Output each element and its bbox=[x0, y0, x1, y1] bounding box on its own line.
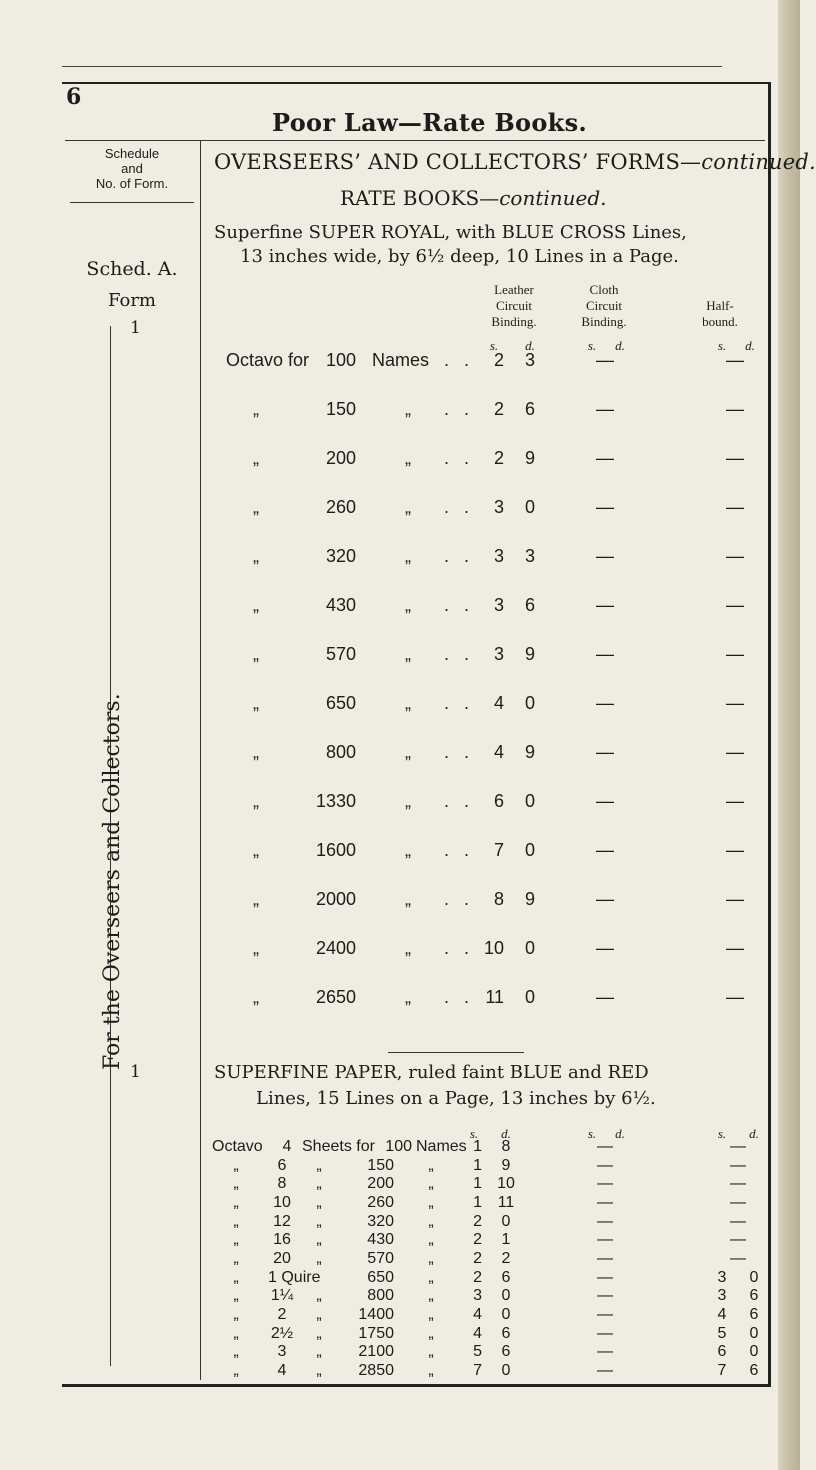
names-count: 150 bbox=[367, 1156, 394, 1174]
half-bound-pence: — bbox=[730, 1194, 746, 1211]
half-bound-pence: 6 bbox=[749, 1287, 759, 1305]
section2-subtitle: Lines, 15 Lines on a Page, 13 inches by 6½. bbox=[256, 1088, 656, 1109]
paper-pence: 11 bbox=[497, 1194, 515, 1211]
leader-dots: . bbox=[464, 791, 470, 811]
half-bound-pence: 0 bbox=[749, 1324, 759, 1342]
cloth-price: — bbox=[597, 1194, 613, 1211]
row-lead: „ bbox=[253, 742, 259, 762]
leather-pence: 6 bbox=[524, 595, 535, 615]
section1-title: Superfine SUPER ROYAL, with BLUE CROSS Lines, bbox=[214, 222, 687, 243]
column-header-line: Circuit bbox=[585, 298, 623, 313]
unit-pence: d. bbox=[745, 338, 755, 353]
cloth-price: — bbox=[596, 742, 614, 762]
names-unit: „ bbox=[428, 1212, 434, 1230]
leather-pence: 9 bbox=[524, 742, 535, 762]
leather-pence: 6 bbox=[524, 399, 535, 419]
leader-dots: . bbox=[444, 742, 450, 762]
leather-shillings: 4 bbox=[493, 742, 504, 762]
leader-dots: . bbox=[444, 791, 450, 811]
leather-shillings: 4 bbox=[493, 693, 504, 713]
cloth-price: — bbox=[596, 840, 614, 860]
schedule-header-line: Schedule bbox=[104, 146, 160, 161]
form-number: 1 bbox=[130, 318, 141, 338]
names-unit: „ bbox=[428, 1156, 434, 1174]
paper-shillings: 2 bbox=[473, 1268, 482, 1286]
schedule-column-header bbox=[66, 146, 198, 191]
unit-shillings: s. bbox=[489, 338, 499, 353]
row-lead: „ bbox=[253, 399, 259, 419]
sheets-unit: „ bbox=[316, 1287, 322, 1305]
leather-pence: 0 bbox=[524, 791, 535, 811]
half-bound-price: — bbox=[726, 350, 744, 370]
leather-shillings: 3 bbox=[493, 644, 504, 664]
column-header-line: Cloth bbox=[589, 282, 619, 297]
leader-dots: . bbox=[444, 938, 450, 958]
page-number: 6 bbox=[66, 84, 82, 110]
sheets-count: 16 bbox=[273, 1231, 291, 1249]
row-lead: „ bbox=[233, 1194, 239, 1211]
sheets-count: 1 Quire bbox=[268, 1268, 321, 1286]
names-count: 320 bbox=[325, 546, 356, 566]
column-header-line: Half- bbox=[706, 298, 734, 313]
half-bound-shillings: 5 bbox=[717, 1324, 727, 1342]
names-unit: „ bbox=[405, 644, 411, 664]
names-unit: „ bbox=[405, 938, 411, 958]
section-heading: OVERSEERS’ AND COLLECTORS’ FORMS—continued. bbox=[214, 150, 816, 174]
sheets-count: 4 bbox=[277, 1362, 287, 1379]
names-count: 1330 bbox=[315, 791, 356, 811]
paper-pence: 6 bbox=[501, 1343, 511, 1361]
row-lead: „ bbox=[253, 448, 259, 468]
paper-pence: 0 bbox=[501, 1287, 511, 1305]
half-bound-shillings: 4 bbox=[717, 1306, 727, 1323]
row-lead: „ bbox=[233, 1212, 239, 1230]
names-unit: „ bbox=[405, 840, 411, 860]
paper-shillings: 1 bbox=[473, 1138, 482, 1155]
leather-shillings: 2 bbox=[493, 448, 504, 468]
sheets-count: 4 bbox=[282, 1138, 292, 1155]
names-count: 800 bbox=[367, 1287, 394, 1305]
row-lead: „ bbox=[253, 497, 259, 517]
sheets-unit: „ bbox=[316, 1250, 322, 1267]
leather-pence: 3 bbox=[524, 546, 535, 566]
names-unit: „ bbox=[405, 497, 411, 517]
row-lead: Octavo bbox=[212, 1138, 263, 1155]
leather-shillings: 3 bbox=[493, 497, 504, 517]
half-bound-price: — bbox=[726, 693, 744, 713]
vertical-side-text: For the Overseers and Collectors. bbox=[100, 693, 125, 1070]
half-bound-price: — bbox=[726, 840, 744, 860]
names-count: 260 bbox=[325, 497, 356, 517]
column-separator bbox=[200, 140, 201, 1380]
names-count: 260 bbox=[367, 1194, 394, 1211]
names-count: 570 bbox=[325, 644, 356, 664]
cloth-price: — bbox=[596, 889, 614, 909]
leader-dots: . bbox=[464, 987, 470, 1007]
half-bound-price: — bbox=[726, 497, 744, 517]
leather-shillings: 2 bbox=[493, 350, 504, 370]
names-count: 2100 bbox=[358, 1343, 394, 1361]
names-unit: „ bbox=[405, 448, 411, 468]
cloth-price: — bbox=[597, 1362, 613, 1379]
leader-dots: . bbox=[444, 987, 450, 1007]
names-unit: „ bbox=[405, 889, 411, 909]
leather-shillings: 11 bbox=[485, 987, 504, 1007]
names-unit: „ bbox=[428, 1231, 434, 1249]
names-unit: „ bbox=[405, 693, 411, 713]
row-lead: „ bbox=[233, 1231, 239, 1249]
leader-dots: . bbox=[444, 350, 450, 370]
sheets-unit: „ bbox=[316, 1306, 322, 1323]
names-unit: „ bbox=[428, 1306, 434, 1323]
leather-shillings: 2 bbox=[493, 399, 504, 419]
schedule-header-line: and bbox=[121, 161, 143, 176]
row-lead: „ bbox=[233, 1306, 239, 1323]
section2-title: SUPERFINE PAPER, ruled faint BLUE and RED bbox=[214, 1062, 649, 1083]
row-lead: „ bbox=[233, 1175, 239, 1193]
row-lead: „ bbox=[233, 1268, 239, 1286]
leather-shillings: 6 bbox=[493, 791, 504, 811]
cloth-price: — bbox=[596, 350, 614, 370]
names-unit: „ bbox=[405, 987, 411, 1007]
leather-pence: 3 bbox=[524, 350, 535, 370]
schedule-header-rule bbox=[70, 202, 194, 203]
cloth-price: — bbox=[597, 1138, 613, 1155]
paper-pence: 0 bbox=[501, 1212, 511, 1230]
leader-dots: . bbox=[444, 448, 450, 468]
half-bound-price: — bbox=[726, 938, 744, 958]
half-bound-price: — bbox=[726, 791, 744, 811]
paper-shillings: 1 bbox=[473, 1175, 482, 1193]
names-count: 2850 bbox=[358, 1362, 394, 1379]
sheets-count: 8 bbox=[277, 1175, 287, 1193]
leader-dots: . bbox=[464, 546, 470, 566]
sheets-unit: „ bbox=[316, 1194, 322, 1211]
cloth-price: — bbox=[597, 1231, 613, 1249]
names-count: 1750 bbox=[358, 1324, 394, 1342]
row-lead: Octavo for bbox=[226, 350, 310, 370]
cloth-price: — bbox=[597, 1343, 613, 1361]
half-bound-pence: 6 bbox=[749, 1306, 759, 1323]
names-unit: „ bbox=[405, 546, 411, 566]
unit-pence: d. bbox=[615, 1126, 625, 1141]
leather-shillings: 3 bbox=[493, 546, 504, 566]
cloth-price: — bbox=[596, 448, 614, 468]
leather-shillings: 10 bbox=[483, 938, 504, 958]
unit-shillings: s. bbox=[469, 1126, 479, 1141]
cloth-price: — bbox=[597, 1324, 613, 1342]
unit-pence: d. bbox=[501, 1126, 511, 1141]
names-unit: „ bbox=[428, 1362, 434, 1379]
names-unit: „ bbox=[405, 742, 411, 762]
running-head: Poor Law—Rate Books. bbox=[272, 108, 588, 137]
schedule-header-line: No. of Form. bbox=[95, 176, 169, 191]
paper-shillings: 1 bbox=[473, 1156, 482, 1174]
row-lead: „ bbox=[253, 595, 259, 615]
form-number: 1 bbox=[130, 1062, 141, 1082]
half-bound-pence: — bbox=[730, 1156, 746, 1174]
half-bound-price: — bbox=[726, 742, 744, 762]
half-bound-pence: — bbox=[730, 1250, 746, 1267]
half-bound-pence: — bbox=[730, 1231, 746, 1249]
leader-dots: . bbox=[444, 840, 450, 860]
names-count: 200 bbox=[325, 448, 356, 468]
half-bound-price: — bbox=[726, 987, 744, 1007]
leader-dots: . bbox=[464, 693, 470, 713]
paper-shillings: 2 bbox=[473, 1212, 482, 1230]
leader-dots: . bbox=[444, 546, 450, 566]
leader-dots: . bbox=[444, 889, 450, 909]
unit-pence: d. bbox=[615, 338, 625, 353]
leather-pence: 0 bbox=[524, 693, 535, 713]
cloth-price: — bbox=[597, 1175, 613, 1193]
leader-dots: . bbox=[464, 889, 470, 909]
sheets-count: 6 bbox=[277, 1156, 287, 1174]
leader-dots: . bbox=[464, 497, 470, 517]
paper-pence: 10 bbox=[497, 1175, 515, 1193]
half-bound-price: — bbox=[726, 399, 744, 419]
names-count: 1400 bbox=[358, 1306, 394, 1323]
leader-dots: . bbox=[464, 399, 470, 419]
row-lead: „ bbox=[253, 546, 259, 566]
half-bound-pence: — bbox=[730, 1175, 746, 1193]
leather-pence: 9 bbox=[524, 644, 535, 664]
unit-shillings: s. bbox=[717, 1126, 727, 1141]
sheets-unit: „ bbox=[316, 1362, 322, 1379]
top-rule bbox=[62, 66, 722, 67]
paper-shillings: 3 bbox=[473, 1287, 482, 1305]
half-bound-shillings: 3 bbox=[717, 1287, 727, 1305]
half-bound-price: — bbox=[726, 644, 744, 664]
cloth-price: — bbox=[596, 497, 614, 517]
leather-pence: 9 bbox=[524, 448, 535, 468]
half-bound-price: — bbox=[726, 546, 744, 566]
half-bound-pence: 0 bbox=[749, 1268, 759, 1286]
leather-pence: 0 bbox=[524, 987, 535, 1007]
cloth-price: — bbox=[596, 693, 614, 713]
names-count: 150 bbox=[325, 399, 356, 419]
half-bound-pence: 6 bbox=[749, 1362, 759, 1379]
unit-shillings: s. bbox=[587, 338, 597, 353]
sheets-unit: Sheets for bbox=[302, 1138, 375, 1155]
half-bound-shillings: 6 bbox=[717, 1343, 727, 1361]
row-lead: „ bbox=[253, 938, 259, 958]
header-rule bbox=[65, 140, 765, 141]
sheets-count: 1¼ bbox=[270, 1287, 294, 1305]
paper-shillings: 4 bbox=[473, 1306, 482, 1323]
names-unit: „ bbox=[428, 1194, 434, 1211]
paper-pence: 0 bbox=[501, 1362, 511, 1379]
names-unit: „ bbox=[428, 1268, 434, 1286]
sheets-unit: „ bbox=[316, 1343, 322, 1361]
cloth-price: — bbox=[597, 1250, 613, 1267]
names-unit: „ bbox=[428, 1250, 434, 1267]
unit-pence: d. bbox=[525, 338, 535, 353]
leader-dots: . bbox=[464, 840, 470, 860]
half-bound-pence: — bbox=[730, 1138, 746, 1155]
paper-shillings: 2 bbox=[473, 1250, 482, 1267]
names-count: 430 bbox=[367, 1231, 394, 1249]
cloth-price: — bbox=[596, 399, 614, 419]
column-header-line: Leather bbox=[494, 282, 534, 297]
half-bound-pence: 0 bbox=[749, 1343, 759, 1361]
cloth-price: — bbox=[596, 546, 614, 566]
paper-shillings: 4 bbox=[473, 1324, 482, 1342]
row-lead: „ bbox=[253, 840, 259, 860]
section1-subtitle: 13 inches wide, by 6½ deep, 10 Lines in a Page. bbox=[240, 246, 679, 267]
names-unit: „ bbox=[405, 595, 411, 615]
names-unit: „ bbox=[405, 399, 411, 419]
names-count: 650 bbox=[367, 1268, 394, 1286]
column-header-line: Binding. bbox=[491, 314, 537, 329]
names-count: 800 bbox=[325, 742, 356, 762]
form-label: Form bbox=[107, 290, 156, 311]
unit-shillings: s. bbox=[587, 1126, 597, 1141]
names-count: 650 bbox=[325, 693, 356, 713]
cloth-price: — bbox=[596, 938, 614, 958]
unit-pence: d. bbox=[749, 1126, 759, 1141]
sheets-unit: „ bbox=[316, 1212, 322, 1230]
leather-pence: 0 bbox=[524, 938, 535, 958]
leader-dots: . bbox=[444, 693, 450, 713]
names-count: 570 bbox=[367, 1250, 394, 1267]
names-count: 2650 bbox=[315, 987, 356, 1007]
half-bound-pence: — bbox=[730, 1212, 746, 1230]
cloth-price: — bbox=[597, 1212, 613, 1230]
leader-dots: . bbox=[464, 938, 470, 958]
column-header-line: Binding. bbox=[581, 314, 627, 329]
sheets-count: 12 bbox=[273, 1212, 291, 1230]
cloth-price: — bbox=[597, 1268, 613, 1286]
row-lead: „ bbox=[233, 1156, 239, 1174]
schedule-label: Sched. A. bbox=[86, 258, 178, 280]
row-lead: „ bbox=[253, 644, 259, 664]
paper-pence: 9 bbox=[501, 1156, 511, 1174]
cloth-price: — bbox=[597, 1156, 613, 1174]
paper-shillings: 2 bbox=[473, 1231, 482, 1249]
cloth-price: — bbox=[596, 644, 614, 664]
column-header-line: Circuit bbox=[495, 298, 533, 313]
paper-pence: 8 bbox=[501, 1138, 511, 1155]
leader-dots: . bbox=[444, 399, 450, 419]
leader-dots: . bbox=[464, 644, 470, 664]
names-unit: „ bbox=[428, 1287, 434, 1305]
leather-shillings: 8 bbox=[493, 889, 504, 909]
row-lead: „ bbox=[253, 889, 259, 909]
leather-pence: 0 bbox=[524, 840, 535, 860]
leader-dots: . bbox=[464, 350, 470, 370]
cloth-price: — bbox=[596, 595, 614, 615]
cloth-price: — bbox=[597, 1287, 613, 1305]
leather-pence: 0 bbox=[524, 497, 535, 517]
leader-dots: . bbox=[444, 595, 450, 615]
names-count: 430 bbox=[325, 595, 356, 615]
sheets-unit: „ bbox=[316, 1231, 322, 1249]
cloth-price: — bbox=[596, 987, 614, 1007]
paper-pence: 1 bbox=[501, 1231, 511, 1249]
sheets-count: 2½ bbox=[270, 1324, 294, 1342]
section-divider bbox=[388, 1052, 524, 1053]
half-bound-price: — bbox=[726, 595, 744, 615]
cloth-price: — bbox=[597, 1306, 613, 1323]
names-count: 320 bbox=[367, 1212, 394, 1230]
row-lead: „ bbox=[233, 1324, 239, 1342]
paper-shillings: 1 bbox=[473, 1194, 482, 1211]
row-lead: „ bbox=[253, 987, 259, 1007]
half-bound-price: — bbox=[726, 448, 744, 468]
cloth-price: — bbox=[596, 791, 614, 811]
names-unit: „ bbox=[428, 1175, 434, 1193]
leather-shillings: 3 bbox=[493, 595, 504, 615]
paper-pence: 6 bbox=[501, 1268, 511, 1286]
half-bound-price: — bbox=[726, 889, 744, 909]
row-lead: „ bbox=[253, 791, 259, 811]
unit-shillings: s. bbox=[717, 338, 727, 353]
paper-pence: 0 bbox=[501, 1306, 511, 1323]
leader-dots: . bbox=[464, 595, 470, 615]
paper-pence: 6 bbox=[501, 1324, 511, 1342]
leader-dots: . bbox=[464, 448, 470, 468]
paper-shillings: 7 bbox=[473, 1362, 482, 1379]
subsection-heading: RATE BOOKS—continued. bbox=[340, 186, 607, 210]
names-unit: Names bbox=[416, 1138, 467, 1155]
paper-shillings: 5 bbox=[473, 1343, 482, 1361]
row-lead: „ bbox=[233, 1343, 239, 1361]
sheets-count: 3 bbox=[277, 1343, 287, 1361]
half-bound-shillings: 7 bbox=[717, 1362, 727, 1379]
names-unit: „ bbox=[428, 1343, 434, 1361]
names-count: 200 bbox=[367, 1175, 394, 1193]
sheets-count: 10 bbox=[273, 1194, 291, 1211]
column-header-line: bound. bbox=[702, 314, 738, 329]
row-lead: „ bbox=[253, 693, 259, 713]
paper-pence: 2 bbox=[501, 1250, 511, 1267]
sheets-unit: „ bbox=[316, 1156, 322, 1174]
row-lead: „ bbox=[233, 1362, 239, 1379]
row-lead: „ bbox=[233, 1287, 239, 1305]
book-edge bbox=[778, 0, 800, 1470]
leader-dots: . bbox=[444, 644, 450, 664]
leader-dots: . bbox=[444, 497, 450, 517]
names-count: 100 bbox=[385, 1138, 412, 1155]
names-unit: „ bbox=[428, 1324, 434, 1342]
sheets-count: 2 bbox=[277, 1306, 287, 1323]
names-unit: Names bbox=[372, 350, 430, 370]
sheets-unit: „ bbox=[316, 1324, 322, 1342]
names-unit: „ bbox=[405, 791, 411, 811]
leather-pence: 9 bbox=[524, 889, 535, 909]
sheets-unit: „ bbox=[316, 1175, 322, 1193]
row-lead: „ bbox=[233, 1250, 239, 1267]
leader-dots: . bbox=[464, 742, 470, 762]
sheets-count: 20 bbox=[273, 1250, 291, 1267]
names-count: 2400 bbox=[315, 938, 356, 958]
half-bound-shillings: 3 bbox=[717, 1268, 727, 1286]
names-count: 1600 bbox=[315, 840, 356, 860]
names-count: 2000 bbox=[315, 889, 356, 909]
leather-shillings: 7 bbox=[493, 840, 504, 860]
names-count: 100 bbox=[325, 350, 356, 370]
